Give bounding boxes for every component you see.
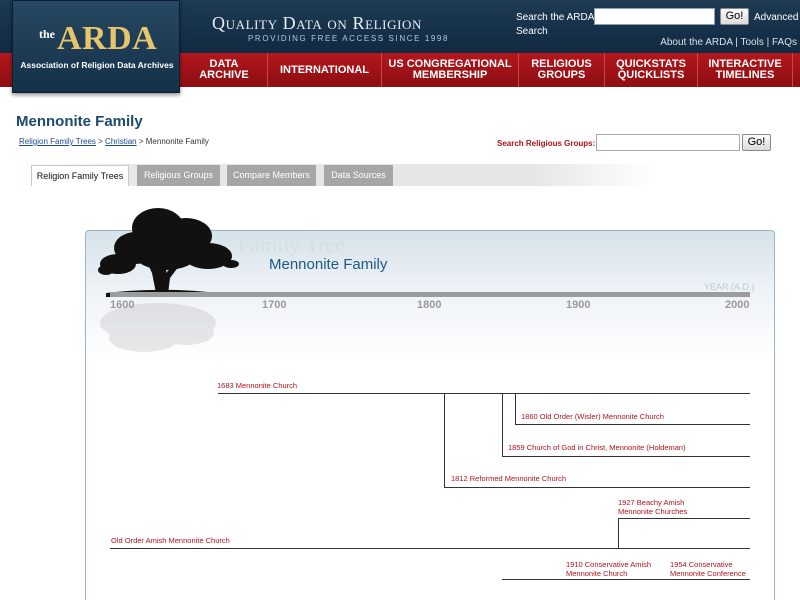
connector-line	[515, 393, 516, 425]
nav-us-congregational-membership[interactable]	[382, 53, 519, 87]
logo-name-text: ARDA	[57, 20, 158, 57]
breadcrumb-separator: >	[136, 137, 146, 146]
tab-religious-groups[interactable]: Religious Groups	[137, 165, 220, 186]
nav-label-line1: RELIGIOUS	[531, 58, 592, 70]
arda-logo[interactable]	[12, 0, 180, 93]
year-axis-bar	[110, 292, 750, 297]
search-label-second-line: Search	[516, 26, 548, 37]
branch-label-conservative-mennonite-conference[interactable]	[670, 560, 746, 578]
tab-data-sources[interactable]: Data Sources	[324, 165, 393, 186]
year-tick-1800: 1800	[417, 299, 442, 311]
branch-label-beachy-amish[interactable]	[618, 498, 687, 516]
nav-data-archive[interactable]	[181, 53, 268, 87]
mennonite-church-line	[218, 393, 750, 394]
religious-groups-search-label: Search Religious Groups:	[497, 139, 596, 148]
nav-quickstats-quicklists[interactable]	[605, 53, 698, 87]
old-order-wisler-line	[515, 424, 750, 425]
nav-label-line2: ARCHIVE	[199, 69, 249, 81]
branch-label-old-order-wisler[interactable]: 1860 Old Order (Wisler) Mennonite Church	[521, 412, 664, 421]
branch-label-conservative-amish[interactable]	[566, 560, 651, 578]
religious-groups-go-button[interactable]: Go!	[742, 134, 771, 151]
site-search-go-button[interactable]: Go!	[720, 8, 749, 25]
faqs-link[interactable]: FAQs	[771, 37, 797, 48]
util-separator: |	[763, 37, 772, 48]
site-tagline-sub: PROVIDING FREE ACCESS SINCE 1998	[248, 34, 450, 43]
site-tagline: Quality Data on Religion	[212, 13, 422, 33]
tools-link[interactable]: Tools	[740, 37, 764, 48]
nav-label-line2: TIMELINES	[715, 69, 775, 81]
nav-label-line1: US CONGREGATIONAL	[388, 58, 512, 70]
site-search-input[interactable]	[594, 8, 715, 25]
nav-international[interactable]	[268, 53, 382, 87]
connector-line	[502, 393, 503, 457]
old-order-amish-line	[110, 548, 750, 549]
logo-the-text: the	[39, 27, 55, 41]
year-tick-1900: 1900	[566, 299, 591, 311]
tab-religion-family-trees[interactable]: Religion Family Trees	[31, 165, 129, 186]
family-tree-watermark: Family Tree	[238, 232, 345, 257]
branch-label-mennonite-church[interactable]: 1683 Mennonite Church	[217, 381, 298, 390]
year-tick-1600: 1600	[110, 299, 135, 311]
connector-line	[618, 518, 619, 549]
search-label: Search the ARDA	[516, 12, 595, 23]
nav-label-line1: DATA	[209, 58, 239, 70]
branch-label-line2: Mennonite Church	[566, 569, 628, 578]
branch-label-reformed-mennonite[interactable]: 1812 Reformed Mennonite Church	[451, 474, 567, 483]
nav-interactive-timelines[interactable]	[698, 53, 793, 87]
breadcrumb-current: Mennonite Family	[145, 137, 209, 146]
family-tree-title: Mennonite Family	[269, 256, 388, 273]
religious-groups-search-input[interactable]	[596, 134, 740, 151]
nav-label-line1: QUICKSTATS	[616, 58, 686, 70]
year-tick-2000: 2000	[725, 299, 750, 311]
nav-religious-groups[interactable]	[519, 53, 605, 87]
conservative-amish-line	[502, 579, 750, 580]
branch-label-line1: 1927 Beachy Amish	[618, 498, 685, 507]
branch-label-line1: 1910 Conservative Amish	[566, 560, 652, 569]
breadcrumb	[19, 137, 209, 146]
beachy-amish-line	[618, 518, 750, 519]
reformed-mennonite-line	[444, 487, 750, 488]
nav-label-line2: GROUPS	[537, 69, 586, 81]
utility-links	[660, 37, 797, 48]
nav-label-line1: INTERACTIVE	[708, 58, 782, 70]
page-title: Mennonite Family	[16, 113, 143, 130]
connector-line	[444, 393, 445, 488]
nav-label-line2: QUICKLISTS	[617, 69, 685, 81]
year-axis-label: YEAR (A.D.)	[704, 282, 755, 292]
branch-label-line2: Mennonite Conference	[670, 569, 746, 578]
util-separator: |	[732, 37, 741, 48]
nav-label-line2: MEMBERSHIP	[412, 69, 488, 81]
logo-subtitle: Association of Religion Data Archives	[20, 60, 174, 70]
nav-label-line1: INTERNATIONAL	[279, 63, 369, 76]
branch-label-line1: 1954 Conservative	[670, 560, 733, 569]
branch-label-old-order-amish[interactable]: Old Order Amish Mennonite Church	[111, 536, 230, 545]
tree-icon	[96, 198, 246, 363]
year-tick-1700: 1700	[262, 299, 287, 311]
branch-label-church-of-god-in-christ[interactable]: 1859 Church of God in Christ, Mennonite (Holdeman)	[508, 443, 686, 452]
breadcrumb-religion-family-trees[interactable]: Religion Family Trees	[19, 137, 96, 146]
tab-compare-members[interactable]: Compare Members	[227, 165, 316, 186]
about-arda-link[interactable]: About the ARDA	[660, 37, 733, 48]
breadcrumb-separator: >	[95, 137, 106, 146]
breadcrumb-christian[interactable]: Christian	[105, 137, 137, 146]
church-of-god-in-christ-line	[502, 456, 750, 457]
branch-label-line2: Mennonite Churches	[618, 507, 688, 516]
advanced-search-link[interactable]: Advanced	[754, 12, 799, 23]
